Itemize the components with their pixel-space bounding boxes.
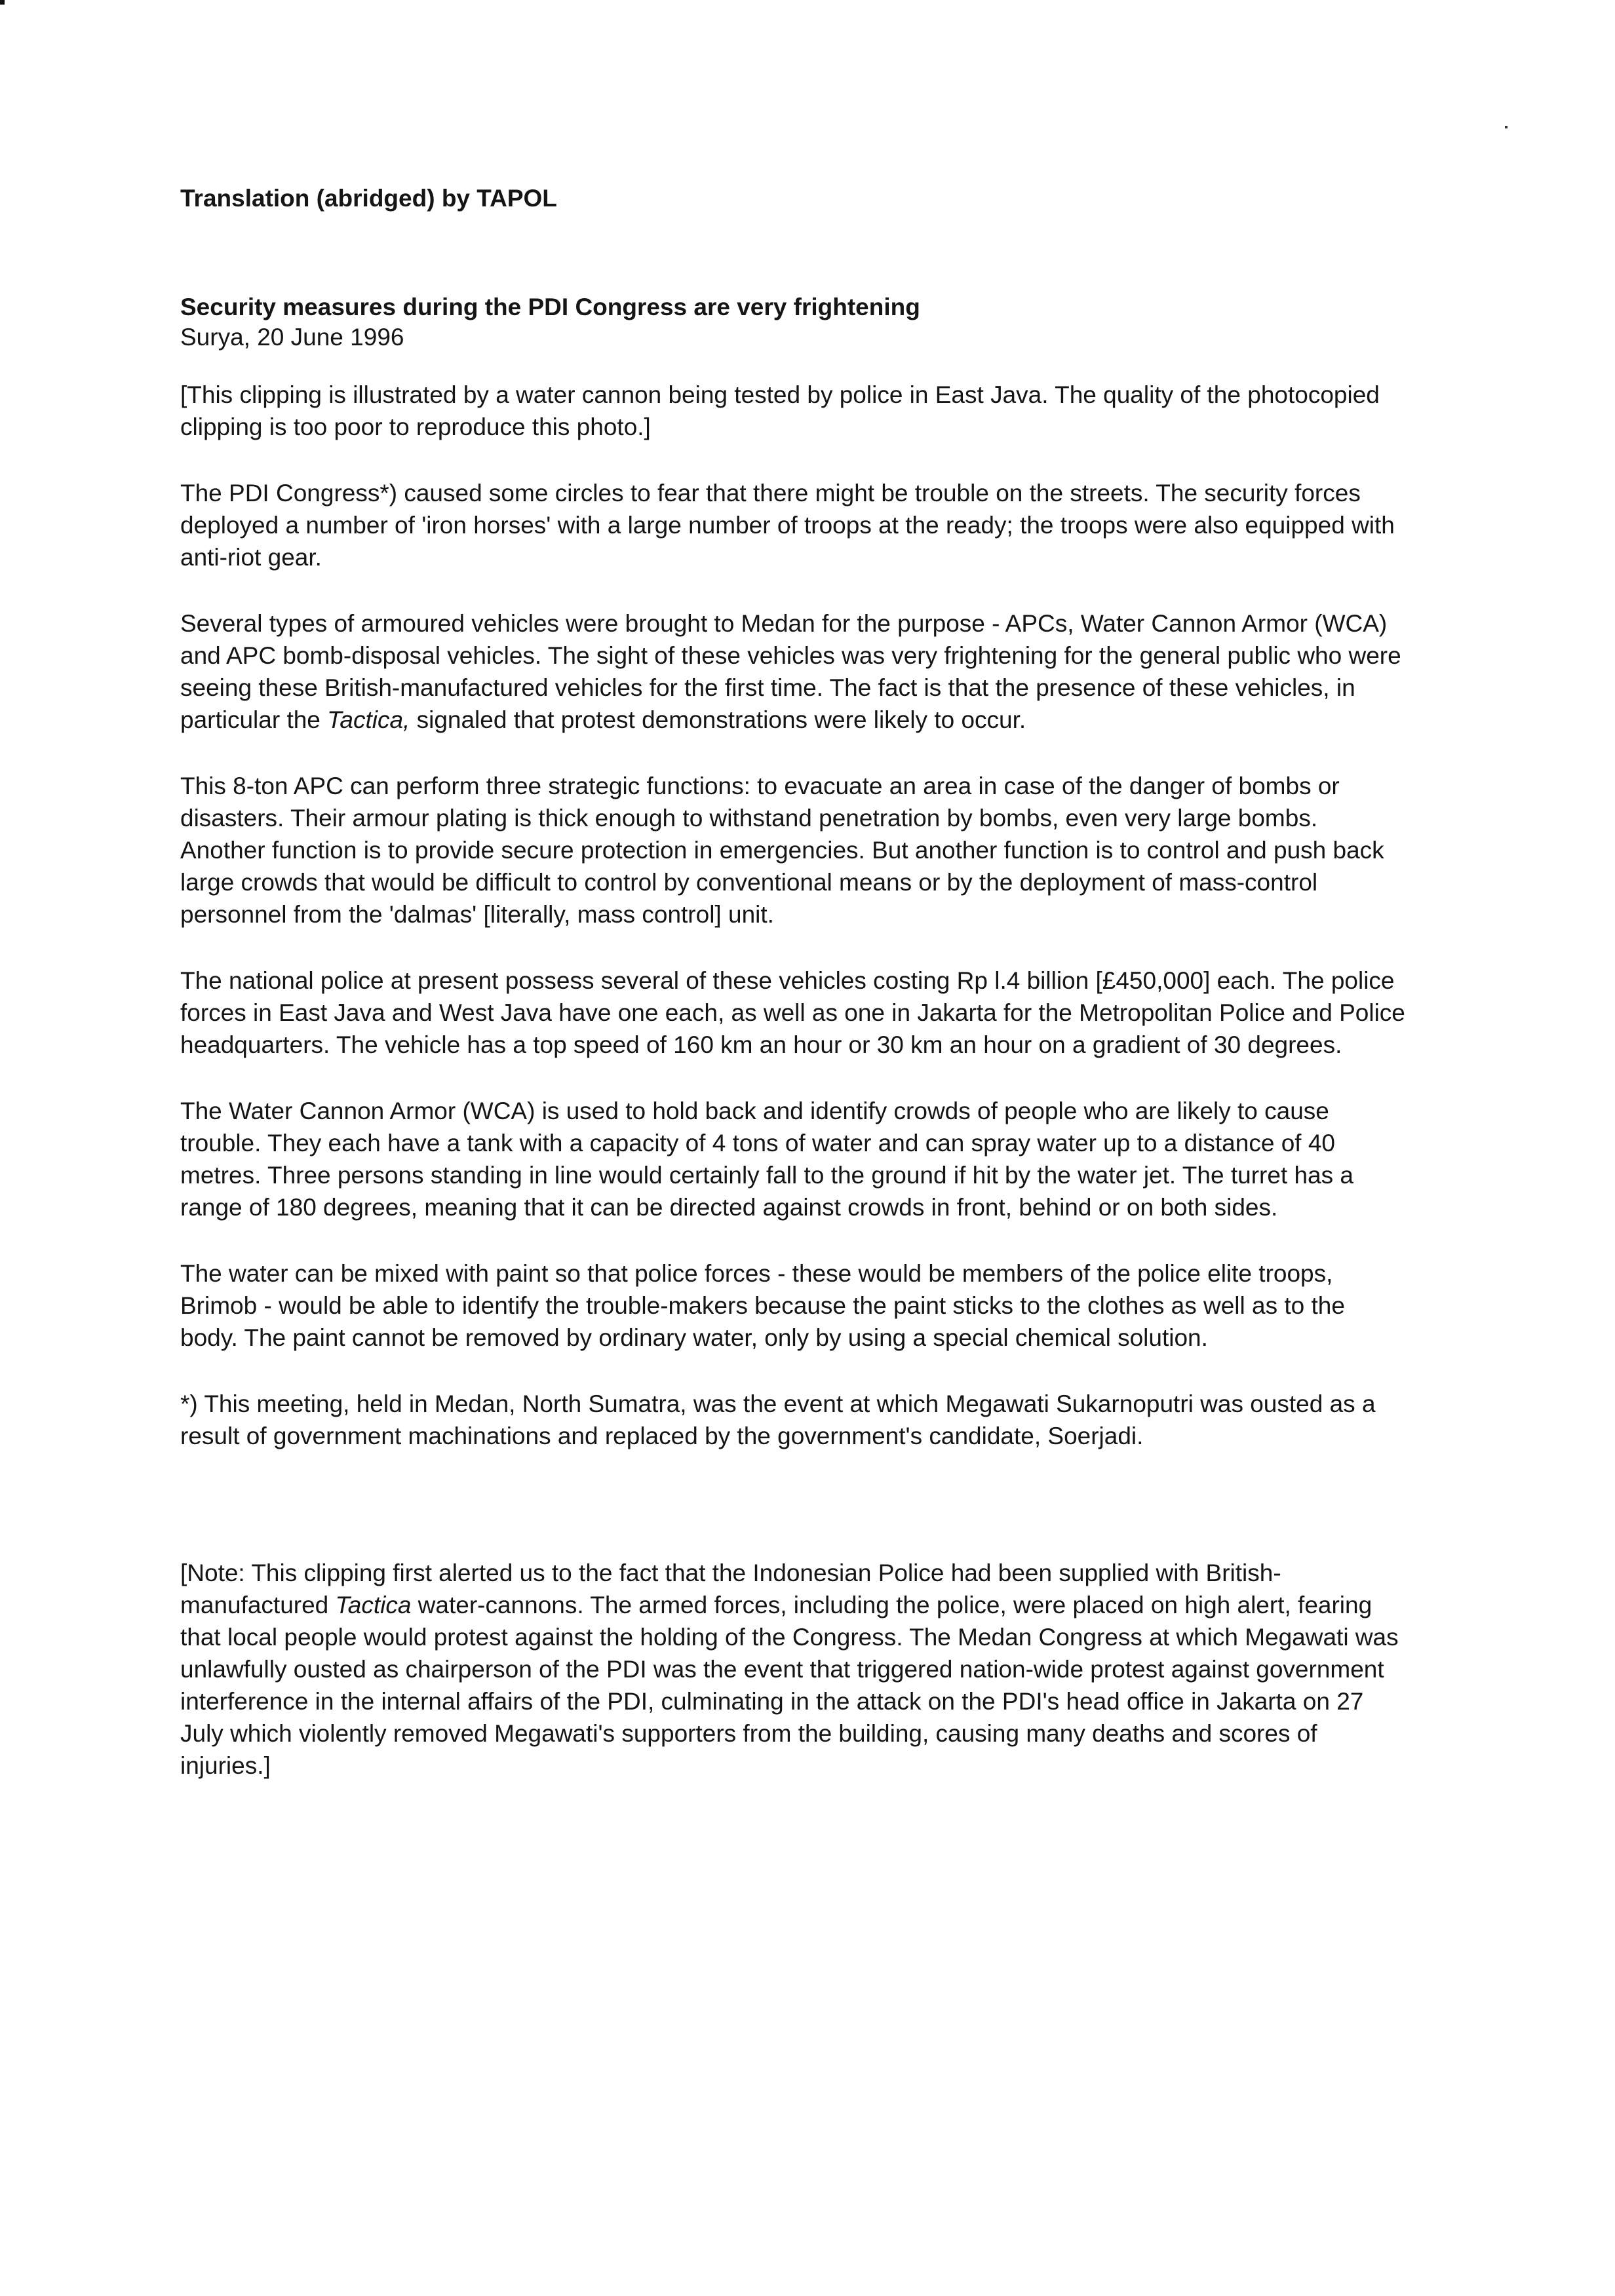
- paragraph-apc-functions: [180, 770, 1406, 930]
- scan-mark: [0, 0, 5, 5]
- document-heading: Translation (abridged) by TAPOL: [180, 185, 557, 212]
- paragraph-congress: [180, 477, 1406, 573]
- paragraph-text: The Water Cannon Armor (WCA) is used to hold back and identify crowds of people who are likely to cause trouble. They each have a tank with a capacity of 4 tons of water and can spray water up to a distance of 40 metres. Three persons standing in line would certainly fall to the ground if hit by the water jet. The turret has a range of 180 degrees, meaning that it can be directed against crowds in front, behind or on both sides.: [180, 1098, 1353, 1221]
- paragraph-water-cannon: [180, 1095, 1406, 1223]
- paragraph-italic-text: Tactica: [335, 1592, 412, 1618]
- paragraph-text: The water can be mixed with paint so that police forces - these would be members of the police elite troops, Brimob - would be able to identify the trouble-makers because the paint sticks to the clothes as well as to the body. The paint cannot be removed by ordinary water, only by using a special chemical solution.: [180, 1260, 1345, 1351]
- footnote-text: *) This meeting, held in Medan, North Sumatra, was the event at which Megawati Sukarnoputri was ousted as a result of government machinations and replaced by the government's candidate, Soerjadi.: [180, 1390, 1376, 1449]
- paragraph-text: [This clipping is illustrated by a water cannon being tested by police in East Java. The quality of the photocopied clipping is too poor to reproduce this photo.]: [180, 381, 1380, 440]
- paragraph-police-vehicles: [180, 965, 1406, 1061]
- paragraph-editor-note: [180, 1557, 1406, 1782]
- paragraph-vehicles: [180, 607, 1406, 736]
- paragraph-paint: [180, 1257, 1406, 1354]
- paragraph-photo-note: [180, 379, 1406, 443]
- paragraph-footnote: [180, 1388, 1406, 1452]
- paragraph-text: signaled that protest demonstrations were likely to occur.: [410, 706, 1026, 733]
- paragraph-text: The PDI Congress*) caused some circles to fear that there might be trouble on the streets. The security forces deployed a number of 'iron horses' with a large number of troops at the ready; the troops were also equipped with anti-riot gear.: [180, 480, 1395, 571]
- paragraph-text: Several types of armoured vehicles were brought to Medan for the purpose - APCs, Water Cannon Armor (WCA) and APC bomb-disposal vehicles. The sight of these vehicles was very frightening for the general public who were seeing these British-manufactured vehicles for the first time. The fact is that the presence of these vehicles, in particular the: [180, 610, 1401, 733]
- paragraph-text: water-cannons. The armed forces, including the police, were placed on high alert, fearing that local people would protest against the holding of the Congress. The Medan Congress at which Megawati was unlawfully ousted as chairperson of the PDI was the event that triggered nation-wide protest against government interference in the internal affairs of the PDI, culminating in the attack on the PDI's head office in Jakarta on 27 July which violently removed Megawati's supporters from the building, causing many deaths and scores of injuries.]: [180, 1592, 1399, 1779]
- paragraph-text: [Note: This clipping first alerted us to the fact that the Indonesian Police had been supplied with British-manufactured: [180, 1559, 1281, 1618]
- paragraph-text: This 8-ton APC can perform three strategic functions: to evacuate an area in case of the danger of bombs or disasters. Their armour plating is thick enough to withstand penetration by bombs, even very large bombs. Another function is to provide secure protection in emergencies. But another function is to control and push back large crowds that would be difficult to control by conventional means or by the deployment of mass-control personnel from the 'dalmas' [literally, mass control] unit.: [180, 773, 1384, 928]
- article-header: [180, 292, 1406, 353]
- paragraph-italic-text: Tactica,: [327, 706, 410, 733]
- document-content: [180, 183, 1406, 1782]
- article-title: Security measures during the PDI Congress are very frightening: [180, 294, 920, 320]
- article-source: Surya, 20 June 1996: [180, 324, 404, 351]
- paragraph-text: The national police at present possess several of these vehicles costing Rp l.4 billion [£450,000] each. The police forces in East Java and West Java have one each, as well as one in Jakarta for the Metropolitan Police and Police headquarters. The vehicle has a top speed of 160 km an hour or 30 km an hour on a gradient of 30 degrees.: [180, 967, 1405, 1058]
- scan-dot: [1505, 126, 1508, 128]
